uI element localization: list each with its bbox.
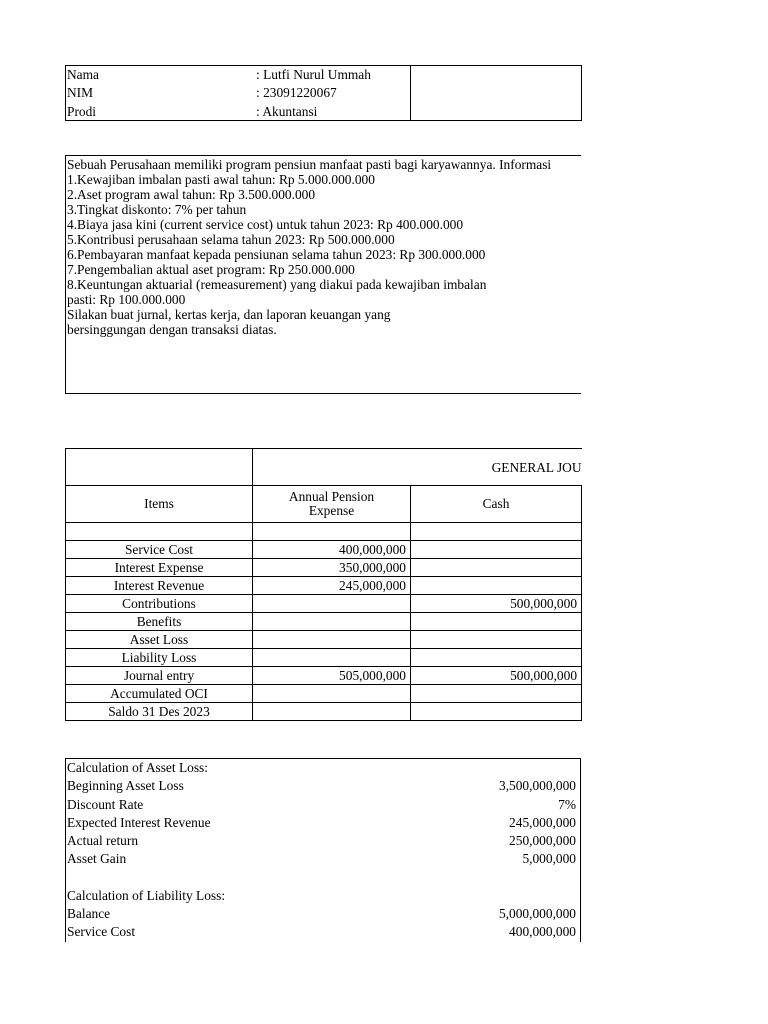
calc-label: Actual return — [67, 833, 139, 848]
row-expense — [253, 685, 411, 703]
row-item: Journal entry — [66, 667, 253, 685]
journal-title: GENERAL JOU — [253, 449, 582, 486]
problem-line: 4.Biaya jasa kini (current service cost) untuk tahun 2023: Rp 400.000.000 — [67, 217, 464, 232]
calc-line — [67, 923, 576, 941]
problem-line: 5.Kontribusi perusahaan selama tahun 2023: Rp 500.000.000 — [67, 232, 395, 247]
row-cash — [411, 631, 582, 649]
identity-blank-cell — [410, 65, 582, 121]
table-row — [66, 577, 582, 595]
identity-value: : Lutfi Nurul Ummah — [256, 67, 371, 82]
table-row — [66, 631, 582, 649]
row-expense: 400,000,000 — [253, 541, 411, 559]
row-expense: 505,000,000 — [253, 667, 411, 685]
problem-line: 8.Keuntungan aktuarial (remeasurement) yang diakui pada kewajiban imbalan — [67, 277, 487, 292]
row-expense — [253, 595, 411, 613]
problem-statement — [65, 155, 581, 394]
row-item: Service Cost — [66, 541, 253, 559]
row-expense — [253, 703, 411, 721]
calc-line — [67, 832, 576, 850]
row-cash — [411, 577, 582, 595]
problem-line: 1.Kewajiban imbalan pasti awal tahun: Rp 5.000.000.000 — [67, 172, 375, 187]
identity-value: : 23091220067 — [256, 85, 337, 100]
row-cash — [411, 649, 582, 667]
header-pension-expense-line1: Annual Pension — [288, 489, 375, 504]
row-item: Benefits — [66, 613, 253, 631]
problem-line: bersinggungan dengan transaksi diatas. — [67, 322, 277, 337]
journal-title-row — [66, 449, 582, 486]
identity-label: Prodi — [67, 104, 97, 119]
row-expense — [253, 631, 411, 649]
calc-line — [67, 850, 576, 868]
table-cell — [66, 523, 253, 541]
calc-label: Service Cost — [67, 924, 136, 939]
row-cash: 500,000,000 — [411, 595, 582, 613]
problem-line: 6.Pembayaran manfaat kepada pensiunan selama tahun 2023: Rp 300.000.000 — [67, 247, 486, 262]
table-row — [66, 649, 582, 667]
table-row — [66, 667, 582, 685]
calc-line — [67, 905, 576, 923]
row-expense — [253, 649, 411, 667]
calc-label: Beginning Asset Loss — [67, 778, 184, 793]
table-row — [66, 541, 582, 559]
problem-line: 3.Tingkat diskonto: 7% per tahun — [67, 202, 247, 217]
row-expense: 350,000,000 — [253, 559, 411, 577]
calc-value: 5,000,000 — [522, 851, 576, 866]
table-cell — [411, 523, 582, 541]
row-cash — [411, 685, 582, 703]
calc-label: Expected Interest Revenue — [67, 815, 211, 830]
calc-line — [67, 777, 576, 795]
calculation-block — [65, 758, 581, 942]
calc-value: 250,000,000 — [509, 833, 576, 848]
row-cash: 500,000,000 — [411, 667, 582, 685]
calc-label: Asset Gain — [67, 851, 127, 866]
row-expense: 245,000,000 — [253, 577, 411, 595]
calc-value: 5,000,000,000 — [499, 906, 576, 921]
identity-label: Nama — [67, 67, 99, 82]
header-pension-expense-line2: Expense — [308, 503, 355, 518]
table-row — [66, 703, 582, 721]
journal-blank-cell — [66, 449, 253, 486]
problem-line: Sebuah Perusahaan memiliki program pensiun manfaat pasti bagi karyawannya. Informasi — [67, 157, 552, 172]
row-cash — [411, 613, 582, 631]
table-row — [66, 613, 582, 631]
problem-line: 2.Aset program awal tahun: Rp 3.500.000.000 — [67, 187, 316, 202]
row-item: Liability Loss — [66, 649, 253, 667]
header-cash: Cash — [411, 486, 582, 523]
header-pension-expense — [253, 486, 411, 523]
calc-line — [67, 868, 576, 886]
row-item: Interest Revenue — [66, 577, 253, 595]
row-item: Saldo 31 Des 2023 — [66, 703, 253, 721]
calc-label: Discount Rate — [67, 797, 144, 812]
row-cash — [411, 703, 582, 721]
problem-line: Silakan buat jurnal, kertas kerja, dan laporan keuangan yang — [67, 307, 391, 322]
problem-line: pasti: Rp 100.000.000 — [67, 292, 186, 307]
row-item: Accumulated OCI — [66, 685, 253, 703]
table-row — [66, 595, 582, 613]
calc-label: Calculation of Asset Loss: — [67, 760, 208, 775]
table-row — [66, 685, 582, 703]
row-cash — [411, 541, 582, 559]
table-row — [66, 559, 582, 577]
row-expense — [253, 613, 411, 631]
identity-value: : Akuntansi — [256, 104, 318, 119]
row-item: Interest Expense — [66, 559, 253, 577]
identity-block — [65, 65, 581, 121]
row-item: Asset Loss — [66, 631, 253, 649]
journal-header-row — [66, 486, 582, 523]
row-cash — [411, 559, 582, 577]
calc-label: Balance — [67, 906, 111, 921]
calc-line — [67, 759, 576, 777]
calc-line — [67, 814, 576, 832]
general-journal-table — [65, 448, 582, 721]
calc-value: 3,500,000,000 — [499, 778, 576, 793]
problem-line: 7.Pengembalian aktual aset program: Rp 250.000.000 — [67, 262, 355, 277]
row-item: Contributions — [66, 595, 253, 613]
table-cell — [253, 523, 411, 541]
header-items: Items — [66, 486, 253, 523]
calc-line — [67, 796, 576, 814]
journal-spacer-row — [66, 523, 582, 541]
calc-value: 400,000,000 — [509, 924, 576, 939]
identity-label: NIM — [67, 85, 94, 100]
calc-value: 7% — [558, 797, 576, 812]
calc-label: Calculation of Liability Loss: — [67, 888, 226, 903]
calc-value: 245,000,000 — [509, 815, 576, 830]
calc-line — [67, 887, 576, 905]
